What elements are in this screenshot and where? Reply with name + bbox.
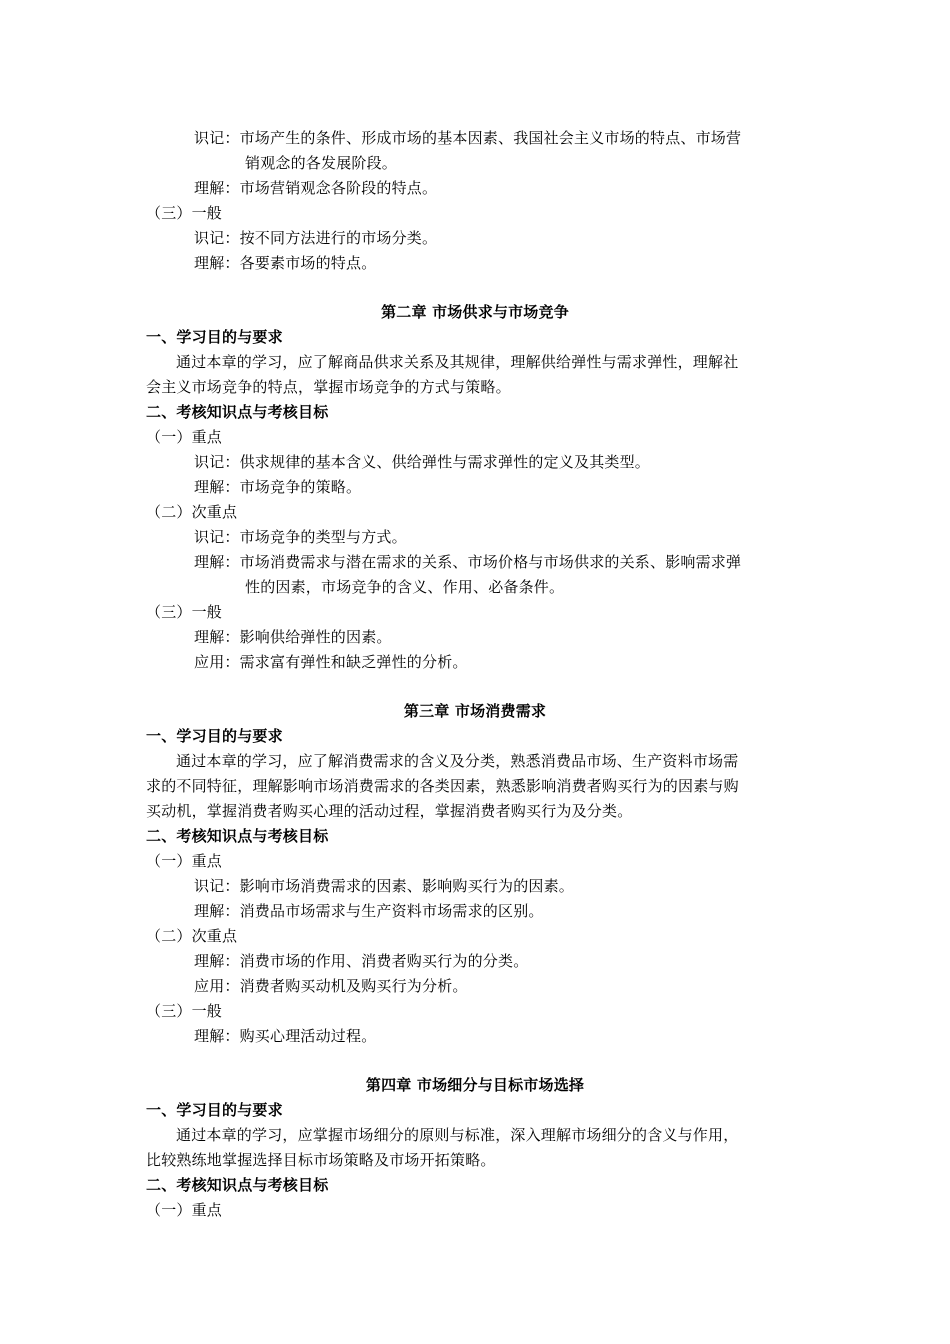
section-heading: 二、考核知识点与考核目标 bbox=[146, 403, 329, 421]
level-heading-general: （三）一般 bbox=[146, 603, 223, 621]
understand-line: 理解：各要素市场的特点。 bbox=[194, 254, 377, 272]
level-heading-secondary: （二）次重点 bbox=[146, 503, 238, 521]
understand-line: 理解：消费品市场需求与生产资料市场需求的区别。 bbox=[194, 902, 544, 920]
paragraph-line: 通过本章的学习，应了解消费需求的含义及分类，熟悉消费品市场、生产资料市场需 bbox=[176, 752, 739, 770]
level-heading-key: （一）重点 bbox=[146, 852, 223, 870]
section-heading: 二、考核知识点与考核目标 bbox=[146, 1176, 329, 1194]
section-heading: 一、学习目的与要求 bbox=[146, 1101, 283, 1119]
recall-line: 识记：影响市场消费需求的因素、影响购买行为的因素。 bbox=[194, 877, 575, 895]
chapter-title: 第四章 市场细分与目标市场选择 bbox=[365, 1076, 585, 1094]
recall-line: 识记：按不同方法进行的市场分类。 bbox=[194, 229, 438, 247]
understand-line: 理解：购买心理活动过程。 bbox=[194, 1027, 377, 1045]
section-heading: 二、考核知识点与考核目标 bbox=[146, 827, 329, 845]
paragraph-line: 比较熟练地掌握选择目标市场策略及市场开拓策略。 bbox=[146, 1151, 496, 1169]
section-heading: 一、学习目的与要求 bbox=[146, 727, 283, 745]
section-heading: 一、学习目的与要求 bbox=[146, 328, 283, 346]
chapter-title: 第三章 市场消费需求 bbox=[403, 702, 547, 720]
level-heading-key: （一）重点 bbox=[146, 1201, 223, 1219]
level-heading-secondary: （二）次重点 bbox=[146, 927, 238, 945]
understand-line: 理解：影响供给弹性的因素。 bbox=[194, 628, 392, 646]
paragraph-line: 会主义市场竞争的特点，掌握市场竞争的方式与策略。 bbox=[146, 378, 511, 396]
level-heading-key: （一）重点 bbox=[146, 428, 223, 446]
paragraph-line: 通过本章的学习，应了解商品供求关系及其规律，理解供给弹性与需求弹性，理解社 bbox=[176, 353, 739, 371]
level-heading-general: （三）一般 bbox=[146, 1002, 223, 1020]
recall-line-continued: 销观念的各发展阶段。 bbox=[245, 154, 398, 172]
understand-line: 理解：市场营销观念各阶段的特点。 bbox=[194, 179, 438, 197]
paragraph-line: 通过本章的学习，应掌握市场细分的原则与标准，深入理解市场细分的含义与作用， bbox=[176, 1126, 739, 1144]
paragraph-line: 买动机，掌握消费者购买心理的活动过程，掌握消费者购买行为及分类。 bbox=[146, 802, 633, 820]
apply-line: 应用：需求富有弹性和缺乏弹性的分析。 bbox=[194, 653, 468, 671]
level-heading-general: （三）一般 bbox=[146, 204, 223, 222]
understand-line: 理解：市场消费需求与潜在需求的关系、市场价格与市场供求的关系、影响需求弹 bbox=[194, 553, 742, 571]
understand-line: 理解：消费市场的作用、消费者购买行为的分类。 bbox=[194, 952, 529, 970]
recall-line: 识记：市场竞争的类型与方式。 bbox=[194, 528, 407, 546]
apply-line: 应用：消费者购买动机及购买行为分析。 bbox=[194, 977, 468, 995]
recall-line: 识记：市场产生的条件、形成市场的基本因素、我国社会主义市场的特点、市场营 bbox=[194, 129, 742, 147]
understand-line-continued: 性的因素，市场竞争的含义、作用、必备条件。 bbox=[245, 578, 565, 596]
paragraph-line: 求的不同特征，理解影响市场消费需求的各类因素，熟悉影响消费者购买行为的因素与购 bbox=[146, 777, 739, 795]
understand-line: 理解：市场竞争的策略。 bbox=[194, 478, 362, 496]
chapter-title: 第二章 市场供求与市场竞争 bbox=[381, 303, 569, 321]
recall-line: 识记：供求规律的基本含义、供给弹性与需求弹性的定义及其类型。 bbox=[194, 453, 651, 471]
